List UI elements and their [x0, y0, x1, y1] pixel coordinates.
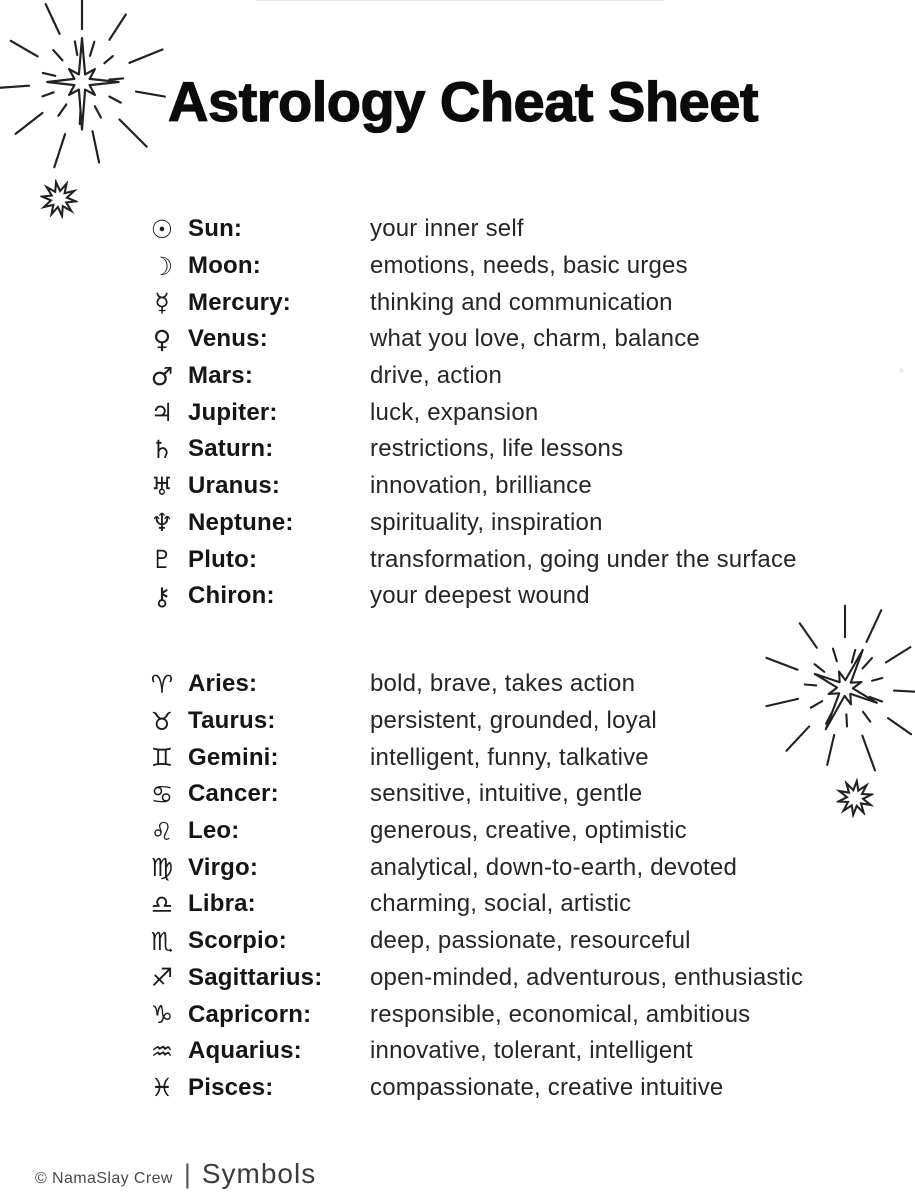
zodiac-meaning: persistent, grounded, loyal [370, 707, 657, 735]
zodiac-meaning: open-minded, adventurous, enthusiastic [370, 963, 804, 991]
pluto-icon: ♇ [150, 545, 174, 575]
footer-divider: | [183, 1159, 191, 1189]
zodiac-name: Capricorn: [188, 1000, 312, 1028]
venus-icon: ♀ [152, 324, 172, 354]
zodiac-row [136, 666, 803, 703]
starburst-icon [0, 0, 178, 178]
sparkle-icon [832, 775, 877, 820]
zodiac-row [136, 923, 803, 960]
scorpio-icon: ♏ [150, 926, 174, 956]
zodiac-meaning: sensitive, intuitive, gentle [370, 780, 643, 808]
planet-row [136, 211, 797, 248]
zodiac-meaning: generous, creative, optimistic [370, 817, 687, 845]
planet-row [136, 431, 797, 468]
gemini-icon: ♊ [150, 743, 174, 773]
zodiac-row [136, 960, 803, 997]
zodiac-row [136, 739, 803, 776]
zodiac-meaning: compassionate, creative intuitive [370, 1073, 724, 1101]
zodiac-row [136, 996, 803, 1033]
chiron-icon: ⚷ [152, 581, 172, 611]
mars-icon: ♂ [150, 361, 174, 391]
planet-row [136, 541, 797, 578]
aries-icon: ♈ [150, 669, 174, 699]
aquarius-icon: ♒ [150, 1036, 174, 1066]
planet-name: Sun: [188, 215, 243, 243]
zodiac-name: Sagittarius: [188, 963, 323, 991]
footer-brand-label: Symbols [201, 1158, 317, 1189]
zodiac-name: Gemini: [188, 743, 279, 771]
moon-icon: ☽ [150, 251, 174, 281]
planet-row [136, 248, 797, 285]
planet-name: Mars: [188, 362, 254, 390]
zodiac-row [136, 813, 803, 850]
mercury-icon: ☿ [154, 288, 170, 318]
copyright-text: © NamaSlay Crew [35, 1170, 173, 1187]
scan-artifact-dot [899, 368, 904, 373]
planet-meaning: drive, action [370, 362, 502, 390]
planet-meaning: restrictions, life lessons [370, 435, 624, 463]
planet-name: Pluto: [188, 545, 258, 573]
zodiac-name: Taurus: [188, 707, 276, 735]
planet-row [136, 505, 797, 542]
zodiac-meaning: bold, brave, takes action [370, 670, 636, 698]
planet-row [136, 284, 797, 321]
cancer-icon: ♋ [150, 779, 174, 809]
planet-row [136, 321, 797, 358]
sparkle-icon [38, 178, 81, 221]
planet-meaning: transformation, going under the surface [370, 545, 797, 573]
sagittarius-icon: ♐ [150, 963, 174, 993]
zodiac-list [136, 666, 803, 1106]
planet-row [136, 394, 797, 431]
planet-name: Uranus: [188, 472, 281, 500]
taurus-icon: ♉ [150, 706, 174, 736]
zodiac-meaning: deep, passionate, resourceful [370, 927, 691, 955]
neptune-icon: ♆ [150, 508, 174, 538]
zodiac-name: Pisces: [188, 1073, 274, 1101]
leo-icon: ♌ [150, 816, 174, 846]
planet-row [136, 358, 797, 395]
zodiac-row [136, 849, 803, 886]
scan-artifact-line [256, 0, 664, 1]
planet-name: Moon: [188, 252, 261, 280]
zodiac-row [136, 886, 803, 923]
planet-meaning: your deepest wound [370, 582, 590, 610]
page-title: Astrology Cheat Sheet [168, 70, 759, 133]
zodiac-meaning: charming, social, artistic [370, 890, 632, 918]
footer [35, 1158, 316, 1190]
zodiac-row [136, 1070, 803, 1107]
planet-name: Saturn: [188, 435, 274, 463]
pisces-icon: ♓ [150, 1073, 174, 1103]
zodiac-name: Libra: [188, 890, 256, 918]
planet-name: Neptune: [188, 508, 294, 536]
jupiter-icon: ♃ [150, 398, 174, 428]
zodiac-name: Scorpio: [188, 927, 287, 955]
planet-meaning: luck, expansion [370, 398, 539, 426]
sun-icon: ☉ [150, 214, 174, 244]
zodiac-name: Cancer: [188, 780, 279, 808]
uranus-icon: ♅ [150, 471, 174, 501]
planet-meaning: thinking and communication [370, 288, 673, 316]
planet-name: Mercury: [188, 288, 291, 316]
zodiac-name: Leo: [188, 817, 240, 845]
zodiac-row [136, 703, 803, 740]
zodiac-meaning: innovative, tolerant, intelligent [370, 1037, 693, 1065]
zodiac-name: Aries: [188, 670, 258, 698]
libra-icon: ♎ [150, 889, 174, 919]
planets-list [136, 211, 797, 615]
virgo-icon: ♍ [150, 853, 174, 883]
planet-name: Chiron: [188, 582, 275, 610]
capricorn-icon: ♑ [150, 1000, 174, 1030]
zodiac-meaning: responsible, economical, ambitious [370, 1000, 751, 1028]
planet-meaning: your inner self [370, 215, 524, 243]
planet-name: Venus: [188, 325, 268, 353]
planet-row [136, 468, 797, 505]
saturn-icon: ♄ [150, 434, 174, 464]
zodiac-row [136, 1033, 803, 1070]
zodiac-name: Virgo: [188, 853, 259, 881]
zodiac-row [136, 776, 803, 813]
zodiac-meaning: intelligent, funny, talkative [370, 743, 649, 771]
zodiac-meaning: analytical, down-to-earth, devoted [370, 853, 738, 881]
planet-name: Jupiter: [188, 398, 278, 426]
zodiac-name: Aquarius: [188, 1037, 302, 1065]
planet-meaning: what you love, charm, balance [370, 325, 700, 353]
planet-meaning: spirituality, inspiration [370, 508, 603, 536]
planet-row [136, 578, 797, 615]
planet-meaning: innovation, brilliance [370, 472, 592, 500]
planet-meaning: emotions, needs, basic urges [370, 252, 688, 280]
